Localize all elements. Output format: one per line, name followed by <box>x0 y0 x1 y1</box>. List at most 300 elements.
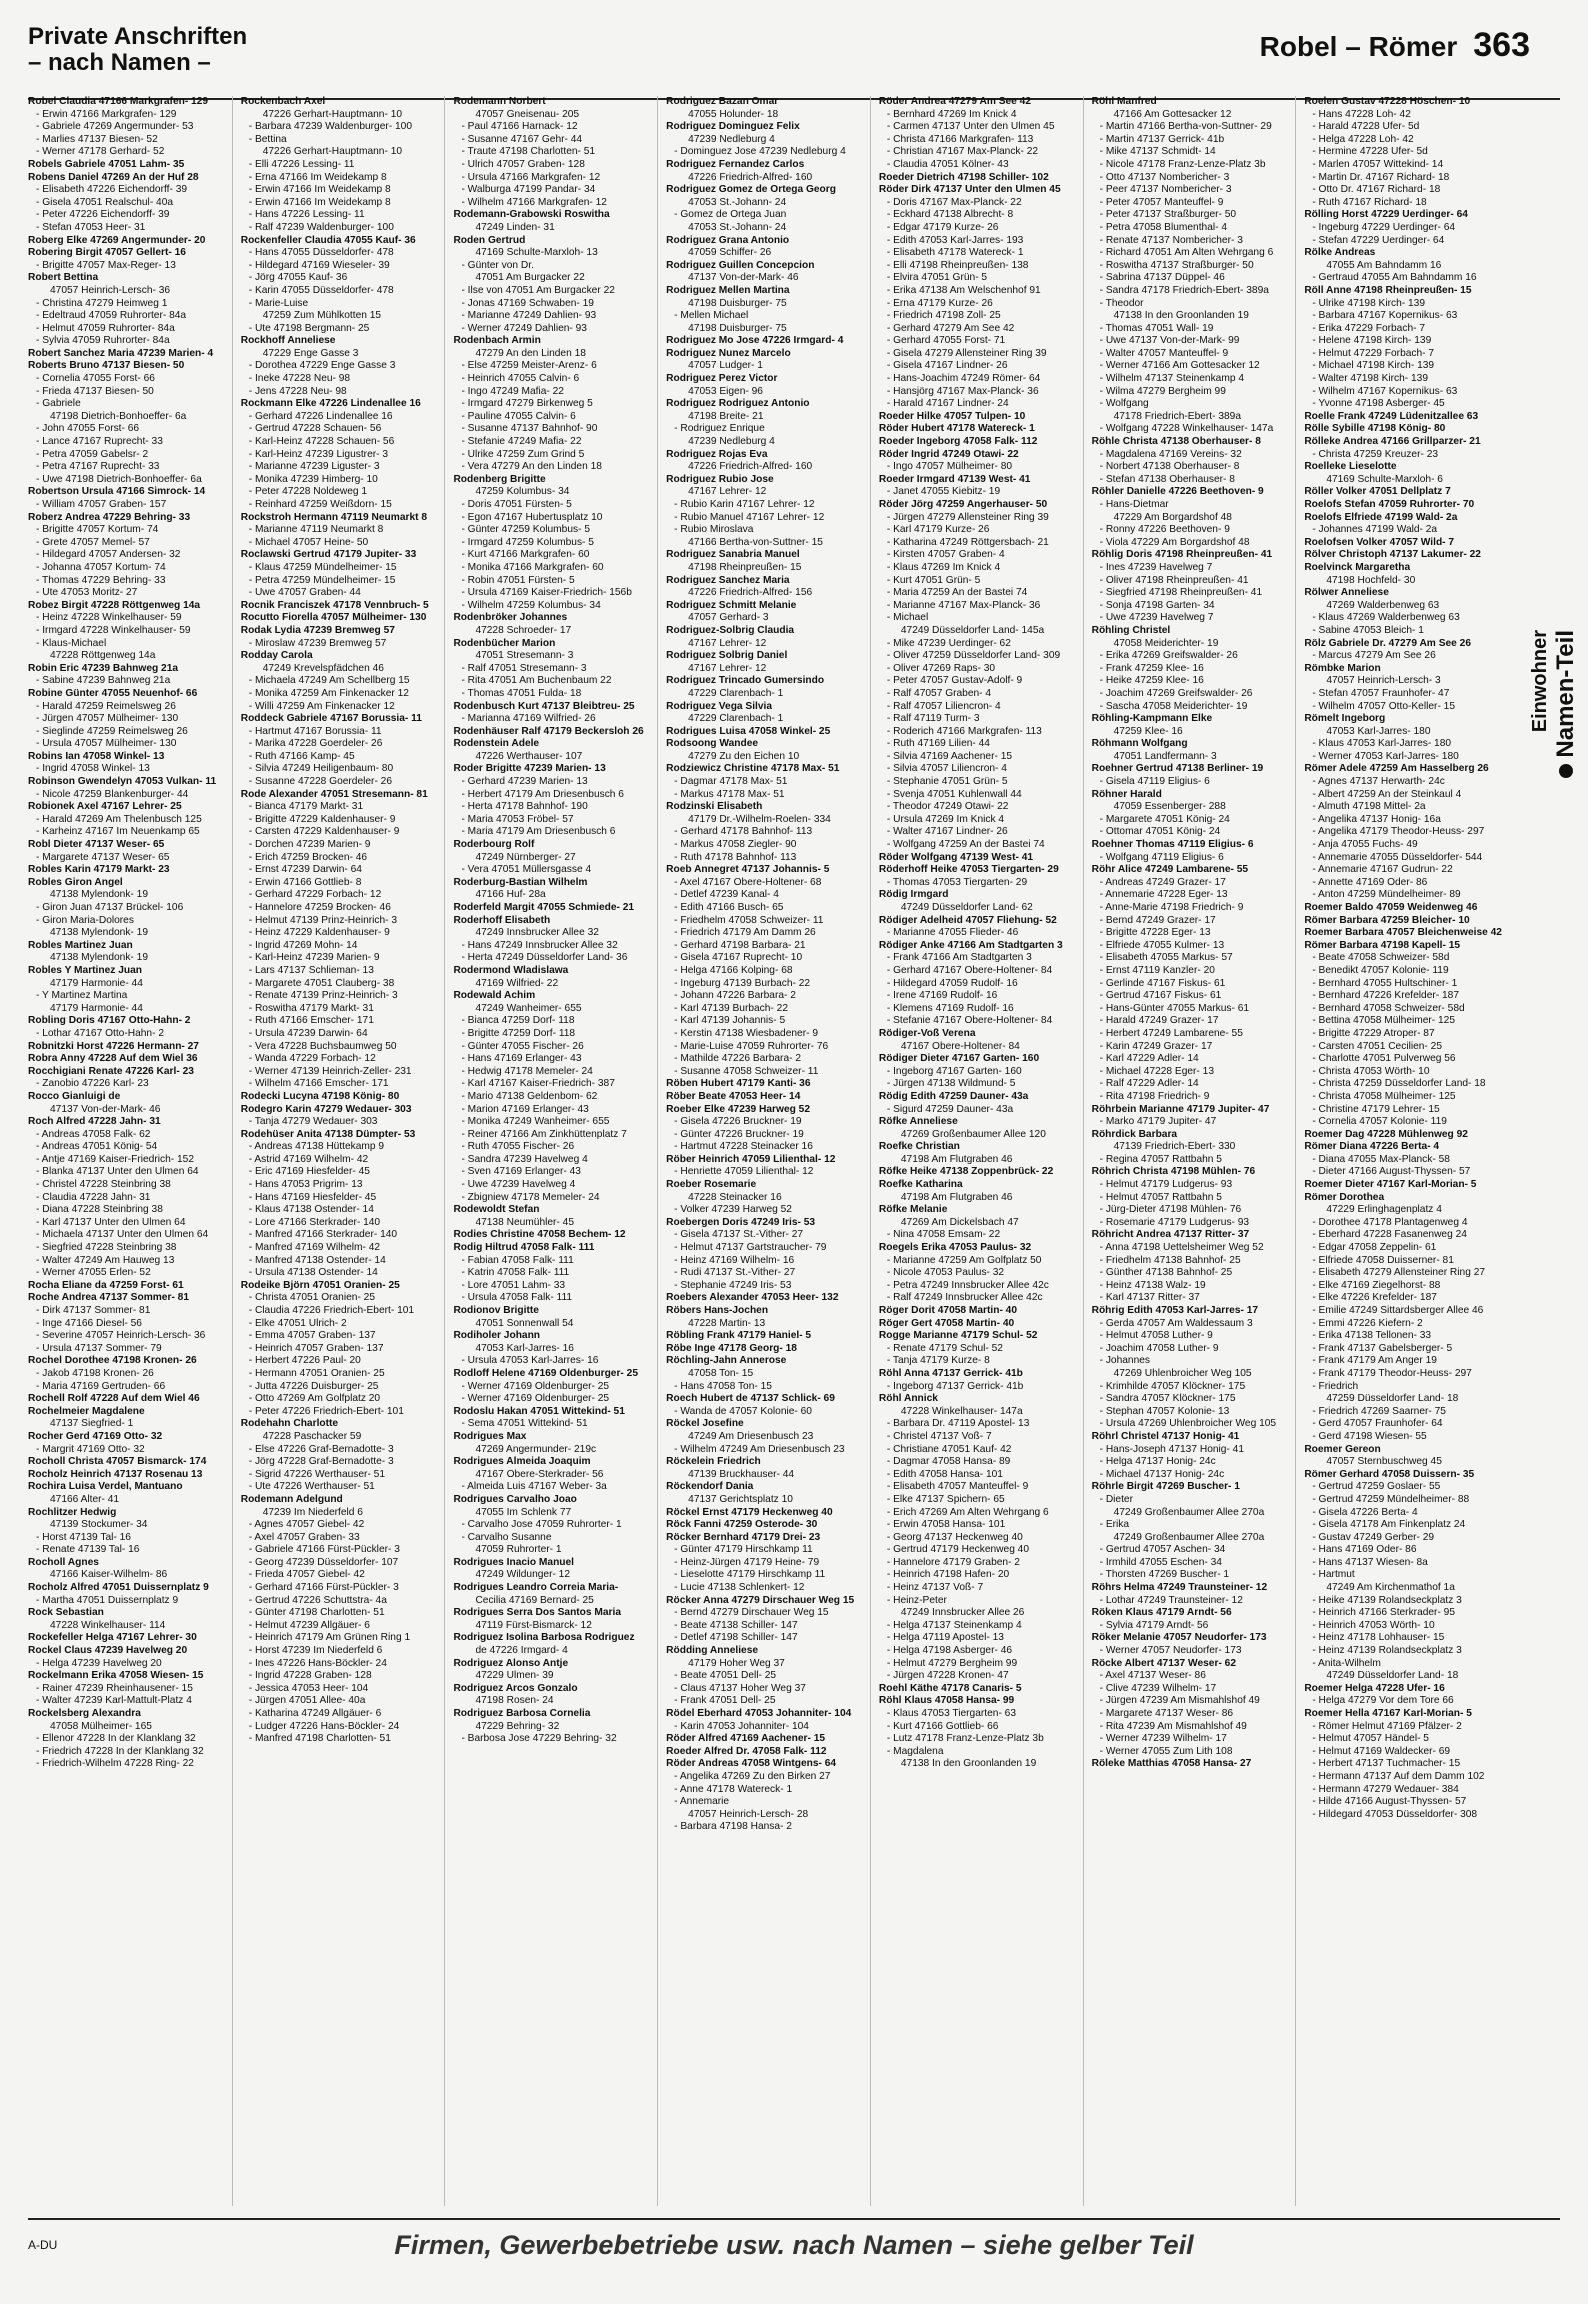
listing-entry: - Edith 47053 Karl-Jarres- 193 <box>886 234 1024 246</box>
listing-entry: - Monika 47249 Wanheimer- 655 <box>461 1116 610 1128</box>
listing-entry: - Margarete 47051 Clauberg- 38 <box>248 977 395 989</box>
listing-entry: - Rita 47051 Am Buchenbaum 22 <box>461 675 612 687</box>
listing-entry-surname: Rölling Horst 47229 Uerdinger- 64 <box>1304 209 1468 221</box>
listing-entry: - Werner 47055 Erlen- 52 <box>36 1267 151 1279</box>
listing-entry: 47198 Breite- 21 <box>688 410 764 422</box>
listing-entry: - Sylvia 47179 Arndt- 56 <box>1099 1619 1209 1631</box>
listing-entry-surname: Robins Ian 47058 Winkel- 13 <box>28 750 165 762</box>
listing-entry: 47269 Am Dickelsbach 47 <box>900 1216 1019 1228</box>
listing-entry: - Friedhelm 47058 Schweizer- 11 <box>674 914 824 926</box>
listing-entry: 47228 Winkelhauser- 114 <box>50 1619 166 1631</box>
listing-entry: - Helga 47119 Apostel- 13 <box>886 1632 1004 1644</box>
listing-entry-surname: Rodzinski Elisabeth <box>666 801 763 813</box>
listing-entry: - Robin 47051 Fürsten- 5 <box>461 574 575 586</box>
listing-entry-surname: Rockhoff Anneliese <box>240 335 336 347</box>
listing-entry: - Zanobio 47226 Karl- 23 <box>36 1078 149 1090</box>
listing-entry: - Vera 47279 An den Linden 18 <box>461 461 602 473</box>
listing-entry: - Sonja 47198 Garten- 34 <box>1099 599 1215 611</box>
listing-entry-surname: Rockelsberg Alexandra <box>28 1708 141 1719</box>
listing-entry: - Helga 47198 Asberger- 46 <box>886 1645 1013 1657</box>
listing-entry: - Rosemarie 47179 Ludgerus- 93 <box>1099 1216 1250 1228</box>
listing-entry-surname: Rodriguez Guillen Concepcion <box>666 259 815 271</box>
listing-entry: - Peter 47057 Manteuffel- 9 <box>1099 196 1224 208</box>
listing-entry: - Doris 47051 Fürsten- 5 <box>461 499 572 510</box>
listing-entry-surname: Rocha Eliane da 47259 Forst- 61 <box>28 1279 184 1291</box>
listing-entry: - Helga 47239 Havelweg 20 <box>36 1657 162 1669</box>
listing-entry: - Klaus-Michael <box>36 637 107 649</box>
listing-entry: - Diana 47055 Max-Planck- 58 <box>1312 1153 1450 1165</box>
listing-entry: - Irmgard 47279 Birkenweg 5 <box>461 398 593 410</box>
listing-entry: 47249 Am Driesenbusch 23 <box>688 1430 814 1442</box>
listing-entry: - Manfred 47166 Sterkrader- 140 <box>248 1229 398 1241</box>
listing-entry: - Gisela 47167 Lindner- 26 <box>886 360 1008 372</box>
listing-entry: - Heinz 47229 Kaldenhauser- 9 <box>248 927 390 939</box>
listing-entry: - Wilhelm 47249 Am Driesenbusch 23 <box>674 1443 845 1455</box>
listing-entry: - Jörg 47055 Kauf- 36 <box>248 272 348 284</box>
listing-entry-surname: Rodriguez Fernandez Carlos <box>666 158 805 170</box>
listing-entry: - Annemarie 47167 Gudrun- 22 <box>1312 864 1453 876</box>
listing-entry: - Georg 47239 Düsseldorfer- 107 <box>248 1556 399 1568</box>
listing-entry-surname: Röbe Inge 47178 Georg- 18 <box>666 1342 797 1354</box>
listing-entry: - Manfred 47138 Ostender- 14 <box>248 1254 386 1266</box>
listing-entry: - Andreas 47249 Grazer- 17 <box>1099 876 1226 888</box>
listing-entry-surname: Roeder Ingeborg 47058 Falk- 112 <box>878 436 1038 448</box>
listing-entry: - Friedrich 47198 Zoll- 25 <box>886 310 1001 322</box>
listing-entry: - Hermann 47137 Auf dem Damm 102 <box>1312 1770 1485 1782</box>
listing-entry-surname: Röhricht Andrea 47137 Ritter- 37 <box>1091 1229 1250 1241</box>
listing-entry: - Günter 47179 Hirschkamp 11 <box>674 1544 813 1556</box>
listing-entry-surname: Röder Alfred 47169 Aachener- 15 <box>666 1733 826 1745</box>
listing-entry-surname: Rodewald Achim <box>453 990 536 1002</box>
listing-entry: - Uwe 47239 Havelweg 7 <box>1099 612 1214 624</box>
listing-entry-surname: Rodenstein Adele <box>453 738 540 750</box>
listing-entry-surname: Robering Birgit 47057 Gellert- 16 <box>28 247 186 259</box>
listing-entry: - Peter 47057 Gustav-Adolf- 9 <box>886 675 1023 687</box>
listing-entry: - Anton 47259 Mündelheimer- 89 <box>1312 889 1461 901</box>
listing-entry-surname: Rodriguez Sanabria Manuel <box>666 549 800 561</box>
section-title-line2: – nach Namen – <box>28 49 211 76</box>
listing-entry: - Mathilde 47226 Barbara- 2 <box>674 1053 802 1065</box>
listing-entry-surname: Roelle Frank 47249 Lüdenitzallee 63 <box>1304 410 1479 422</box>
listing-entry: - Hans 47226 Lessing- 11 <box>248 209 365 221</box>
listing-entry: - Ulrike 47198 Kirch- 139 <box>1312 297 1425 309</box>
listing-entry: - Dirk 47137 Sommer- 81 <box>36 1305 151 1316</box>
listing-entry: - Günther 47138 Bahnhof- 25 <box>1099 1267 1233 1279</box>
listing-entry: - Eric 47169 Hiesfelder- 45 <box>248 1166 370 1178</box>
listing-entry: - Helga 47228 Loh- 42 <box>1312 133 1414 145</box>
listing-entry: 47138 Mylendonk- 19 <box>50 952 148 964</box>
page-range <box>1260 26 1530 65</box>
listing-entry: - Heike 47259 Klee- 16 <box>1099 675 1204 687</box>
listing-entry: - Heinrich 47055 Calvin- 6 <box>461 373 580 385</box>
listing-entry: - Lore 47051 Lahm- 33 <box>461 1279 566 1291</box>
listing-column <box>1092 96 1297 2206</box>
listing-entry: - Karl 47229 Adler- 14 <box>1099 1053 1199 1065</box>
listing-entry-surname: Rodak Lydia 47239 Bremweg 57 <box>240 624 395 636</box>
listing-entry: - Lothar 47249 Traunsteiner- 12 <box>1099 1594 1243 1606</box>
listing-entry: - Brigitte 47057 Max-Reger- 13 <box>36 259 176 271</box>
listing-entry-surname: Rodoslu Hakan 47051 Wittekind- 51 <box>453 1405 625 1417</box>
listing-entry: - Wolfgang 47119 Eligius- 6 <box>1099 851 1224 863</box>
listing-entry-surname: Robin Eric 47239 Bahnweg 21a <box>28 662 179 674</box>
listing-entry: - Annemarie 47055 Düsseldorfer- 544 <box>1312 851 1483 863</box>
listing-entry: - Werner 47169 Oldenburger- 25 <box>461 1393 610 1405</box>
listing-entry-surname: Roeber Elke 47239 Harweg 52 <box>666 1103 810 1115</box>
listing-entry-surname: Roehner Gertrud 47138 Berliner- 19 <box>1091 763 1264 775</box>
listing-entry-surname: Rochell Rolf 47228 Auf dem Wiel 46 <box>28 1393 200 1405</box>
listing-entry: - Regina 47057 Rattbahn 5 <box>1099 1153 1222 1165</box>
listing-entry: - Elli 47198 Rheinpreußen- 138 <box>886 259 1029 271</box>
listing-entry: 47059 Ruhrorter- 1 <box>475 1544 562 1556</box>
listing-entry: - Roswitha 47137 Straßburger- 50 <box>1099 259 1254 271</box>
listing-entry: - Carsten 47051 Cecilien- 25 <box>1312 1040 1442 1052</box>
listing-entry: - Fabian 47058 Falk- 111 <box>461 1254 574 1266</box>
listing-entry: - Erwin 47166 Im Weidekamp 8 <box>248 184 391 196</box>
listing-entry-surname: Robles Martinez Juan <box>28 939 133 951</box>
listing-entry: - Claudia 47228 Jahn- 31 <box>36 1191 151 1203</box>
listing-entry: - Erich 47259 Brocken- 46 <box>248 851 368 863</box>
listing-entry: - Mike 47137 Schmidt- 14 <box>1099 146 1216 158</box>
listing-entry: - Frank 47179 Theodor-Heuss- 297 <box>1312 1367 1472 1379</box>
listing-entry: - Susanne 47228 Goerdeler- 26 <box>248 776 393 788</box>
listing-entry: - Charlotte 47051 Pulverweg 56 <box>1312 1053 1456 1065</box>
listing-entry: - Susanne 47137 Bahnhof- 90 <box>461 423 598 435</box>
listing-entry: 47051 Am Burgacker 22 <box>475 272 585 284</box>
listing-entry-surname: Rockel Claus 47239 Havelweg 20 <box>28 1645 188 1657</box>
listing-entry-surname: Rockenfeller Claudia 47055 Kauf- 36 <box>240 234 416 246</box>
listing-entry: - Diana 47228 Steinbring 38 <box>36 1204 163 1216</box>
listing-entry-surname: Rochlitzer Hedwig <box>28 1506 117 1518</box>
listing-entry: - Ernst 47119 Kanzler- 20 <box>1099 964 1215 976</box>
listing-entry: - Christel 47137 Voß- 7 <box>886 1430 992 1442</box>
listing-entry: - Harald 47167 Lindner- 24 <box>886 398 1009 410</box>
listing-entry: 47279 An den Linden 18 <box>475 347 586 359</box>
listing-entry: - Carvalho Jose 47059 Ruhrorter- 1 <box>461 1519 622 1531</box>
listing-entry: - Gertrud 47167 Fiskus- 61 <box>1099 990 1222 1002</box>
footer-note: Firmen, Gewerbebetriebe usw. nach Namen – siehe gelber Teil <box>394 2230 1194 2260</box>
listing-entry-surname: Röhrich Christa 47198 Mühlen- 76 <box>1091 1166 1256 1178</box>
listing-entry: - Sabine 47239 Bahnweg 21a <box>36 675 171 687</box>
listing-entry: - Günter 47055 Fischer- 26 <box>461 1040 584 1052</box>
listing-entry: - Ruth 47169 Lilien- 44 <box>886 738 990 750</box>
listing-entry: 47228 Winkelhauser- 147a <box>900 1405 1023 1417</box>
listing-entry: - Silvia 47057 Liliencron- 4 <box>886 763 1007 775</box>
listing-column <box>453 96 658 2206</box>
listing-entry: 47228 Steinacker 16 <box>688 1191 782 1203</box>
listing-entry: - Helmut 47057 Rattbahn 5 <box>1099 1191 1222 1203</box>
listing-entry: - Sascha 47058 Meiderichter- 19 <box>1099 700 1248 712</box>
listing-entry: - Beate 47138 Schiller- 147 <box>674 1619 798 1631</box>
listing-entry: 47057 Gerhard- 3 <box>688 612 769 624</box>
listing-entry: - Elli 47226 Lessing- 11 <box>248 158 355 170</box>
listing-entry: - Werner 47055 Zum Lith 108 <box>1099 1745 1233 1757</box>
listing-entry: - Sylvia 47059 Ruhrorter- 84a <box>36 335 170 347</box>
listing-entry: 47249 Großenbaumer Allee 270a <box>1113 1531 1265 1543</box>
listing-entry: - Ute 47198 Bergmann- 25 <box>248 322 370 334</box>
listing-entry: - Rita 47239 Am Mismahlshof 49 <box>1099 1720 1247 1732</box>
listing-entry: 47269 Großenbaumer Allee 120 <box>900 1128 1046 1140</box>
listing-entry: - Marianne 47055 Flieder- 46 <box>886 927 1019 939</box>
listing-entry: - Siegfried 47228 Steinbring 38 <box>36 1242 177 1254</box>
listing-entry-surname: Roden Gertrud <box>453 234 526 246</box>
listing-entry-surname: Rocholz Heinrich 47137 Rosenau 13 <box>28 1468 203 1480</box>
listing-entry-surname: Rodriguez Arcos Gonzalo <box>453 1682 578 1694</box>
listing-entry: 47226 Friedrich-Alfred- 160 <box>688 461 813 473</box>
listing-entry-surname: Röhle Christa 47138 Oberhauser- 8 <box>1091 436 1261 448</box>
listing-entry: - Jürgen 47239 Am Mismahlshof 49 <box>1099 1695 1260 1707</box>
listing-entry: - Frieda 47057 Giebel- 42 <box>248 1569 365 1581</box>
listing-entry: - Ursula 47269 Im Knick 4 <box>886 813 1005 825</box>
listing-entry: - Christina 47279 Heimweg 1 <box>36 297 168 309</box>
listing-entry: - Erwin 47166 Im Weidekamp 8 <box>248 196 391 208</box>
listing-entry: - Wanda 47229 Forbach- 12 <box>248 1053 376 1065</box>
listing-entry: - Hermine 47228 Ufer- 5d <box>1312 146 1428 158</box>
listing-entry-surname: Rodehahn Charlotte <box>240 1418 339 1430</box>
listing-entry: - Ellenor 47228 In der Klanklang 32 <box>36 1733 196 1745</box>
listing-entry: - Yvonne 47198 Asberger- 45 <box>1312 398 1445 410</box>
listing-entry-surname: Rocher Gerd 47169 Otto- 32 <box>28 1430 163 1442</box>
listing-entry: - Ursula 47269 Uhlenbroicher Weg 105 <box>1099 1418 1277 1430</box>
listing-entry-surname: Rodrigues Almeida Joaquim <box>453 1456 591 1468</box>
listing-entry: 47137 Von-der-Mark- 46 <box>688 272 799 284</box>
listing-entry: - Hans 47249 Innsbrucker Allee 32 <box>461 939 618 951</box>
listing-entry: - Christian 47167 Max-Planck- 22 <box>886 146 1039 158</box>
listing-entry-surname: Röfke Anneliese <box>878 1116 958 1128</box>
listing-entry-surname: Röhmann Wolfgang <box>1091 738 1188 750</box>
listing-entry-surname: Rodriguez Gomez de Ortega Georg <box>666 184 836 196</box>
listing-entry: - Elke 47169 Ziegelhorst- 88 <box>1312 1279 1441 1291</box>
listing-entry-surname: Römer Barbara 47198 Kapell- 15 <box>1304 939 1461 951</box>
listing-entry: - Helga 47166 Kolping- 68 <box>674 964 793 976</box>
listing-entry: - Helmut 47137 Gartstraucher- 79 <box>674 1242 827 1254</box>
listing-entry-surname: Römer Adele 47259 Am Hasselberg 26 <box>1304 763 1489 775</box>
listing-entry-surname: Röfke Heike 47138 Zoppenbrück- 22 <box>878 1166 1054 1178</box>
listing-entry: 47259 Kolumbus- 34 <box>475 486 570 498</box>
listing-entry: 47249 Linden- 31 <box>475 221 555 233</box>
listing-entry-surname: Röder Andreas 47058 Wintgens- 64 <box>666 1758 837 1770</box>
listing-entry: - Stefanie 47167 Obere-Holtener- 84 <box>886 1015 1053 1027</box>
listing-entry: - Hartmut <box>1312 1569 1355 1581</box>
listing-entry: 47053 Karl-Jarres- 16 <box>475 1342 574 1354</box>
listing-entry-surname: Roemer Gereon <box>1304 1443 1381 1455</box>
listing-entry-surname: Robnitzki Horst 47226 Hermann- 27 <box>28 1040 199 1052</box>
listing-entry: - Gertrud 47228 Schauen- 56 <box>248 423 382 435</box>
listing-entry: - Michaela 47249 Am Schellberg 15 <box>248 675 410 687</box>
listing-entry: - Bernhard 47055 Hultschiner- 1 <box>1312 977 1458 989</box>
listing-entry: - Erna 47179 Kurze- 26 <box>886 297 993 309</box>
listing-entry: 47053 Eigen- 96 <box>688 385 763 397</box>
listing-entry: - Katrin 47058 Falk- 111 <box>461 1267 570 1279</box>
listing-entry: - Else 47226 Graf-Bernadotte- 3 <box>248 1443 394 1455</box>
listing-entry: - Elisabeth 47055 Markus- 57 <box>1099 952 1233 964</box>
listing-entry: - Ingo 47249 Mafia- 22 <box>461 385 564 397</box>
listing-entry: - Uwe 47137 Von-der-Mark- 99 <box>1099 335 1240 347</box>
listing-entry: - Almeida Luis 47167 Weber- 3a <box>461 1481 607 1493</box>
listing-entry: - Margarete 47137 Weser- 65 <box>36 851 170 863</box>
listing-entry-surname: Röck Fanni 47259 Osterode- 30 <box>666 1519 818 1531</box>
listing-entry: - Ineke 47228 Neu- 98 <box>248 373 351 385</box>
listing-entry: - Gertrud 47057 Aschen- 34 <box>1099 1544 1226 1556</box>
listing-entry-surname: Roeder Irmgard 47139 West- 41 <box>878 473 1031 485</box>
listing-entry: - Oliver 47198 Rheinpreußen- 41 <box>1099 574 1249 586</box>
listing-entry: - Kurt 47166 Gottlieb- 66 <box>886 1720 999 1732</box>
listing-entry-surname: Röcker Bernhard 47179 Drei- 23 <box>666 1531 821 1543</box>
listing-entry: - Ingo 47057 Mülheimer- 80 <box>886 461 1013 473</box>
listing-entry: - Frank 47179 Am Anger 19 <box>1312 1355 1437 1367</box>
listing-entry: 47139 Bruckhauser- 44 <box>688 1468 795 1480</box>
listing-entry-surname: Rölleke Andrea 47166 Grillparzer- 21 <box>1304 436 1481 448</box>
listing-entry: - Hans-Günter 47055 Markus- 61 <box>1099 1002 1250 1014</box>
listing-entry: - Bianca 47179 Markt- 31 <box>248 801 364 813</box>
listing-entry: 47169 Schulte-Marxloh- 6 <box>1326 473 1443 485</box>
listing-entry: - Mike 47239 Uerdinger- 62 <box>886 637 1011 649</box>
listing-entry: - Christa 47259 Düsseldorfer Land- 18 <box>1312 1078 1486 1090</box>
listing-entry: - Elke 47051 Ulrich- 2 <box>248 1317 347 1329</box>
listing-entry-surname: Rölke Andreas <box>1304 247 1376 259</box>
listing-entry: - Stefan 47057 Fraunhofer- 47 <box>1312 687 1450 699</box>
listing-entry-surname: Rodriguez Isolina Barbosa Rodriguez <box>453 1632 635 1644</box>
listing-entry: 47279 Zu den Eichen 10 <box>688 750 800 762</box>
listing-entry: - Martin Dr. 47167 Richard- 18 <box>1312 171 1450 183</box>
listing-column <box>241 96 446 2206</box>
listing-entry: - Christine 47179 Lehrer- 15 <box>1312 1103 1440 1115</box>
listing-entry: - Frank 47137 Gabelsberger- 5 <box>1312 1342 1453 1354</box>
listing-entry-surname: Robl Dieter 47137 Weser- 65 <box>28 839 165 851</box>
listing-entry: - Gerhard 47166 Fürst-Pückler- 3 <box>248 1582 399 1594</box>
listing-entry: - Gerhard 47239 Marien- 13 <box>461 776 588 788</box>
listing-entry: 47053 Karl-Jarres- 180 <box>1326 725 1431 737</box>
listing-entry-surname: Roemer Dag 47228 Mühlenweg 92 <box>1304 1128 1468 1140</box>
listing-entry: - Rubio Manuel 47167 Lehrer- 12 <box>674 511 825 523</box>
listing-entry-surname: Roefke Christian <box>878 1141 960 1153</box>
listing-entry: - Ruth 47055 Fischer- 26 <box>461 1141 575 1153</box>
listing-entry-surname: Rodemann Adelgund <box>240 1493 343 1505</box>
listing-entry: - Karl-Heinz 47239 Ligustrer- 3 <box>248 448 389 460</box>
listing-entry: - Heinz-Peter <box>886 1594 947 1606</box>
listing-entry: - Brigitte 47229 Atroper- 87 <box>1312 1027 1435 1039</box>
listing-entry: - Edith 47166 Busch- 65 <box>674 902 784 913</box>
page-footer <box>28 2218 1560 2280</box>
listing-entry-surname: Röller Volker 47051 Dellplatz 7 <box>1304 486 1451 498</box>
listing-entry: - Ruth 47166 Kamp- 45 <box>248 750 355 762</box>
listing-entry: - Miroslaw 47239 Bremweg 57 <box>248 637 387 649</box>
listing-entry: - Karl 47137 Unter den Ulmen 64 <box>36 1216 186 1228</box>
listing-entry-surname: Rodrigues Luisa 47058 Winkel- 25 <box>666 725 831 737</box>
listing-entry-surname: Röbers Hans-Jochen <box>666 1305 769 1316</box>
listing-entry: - Helmut 47139 Prinz-Heinrich- 3 <box>248 914 398 926</box>
listing-entry-surname: Rodriguez Mo Jose 47226 Irmgard- 4 <box>666 335 844 347</box>
listing-entry: - Irene 47169 Rudolf- 16 <box>886 990 998 1002</box>
listing-entry: - Brigitte 47229 Kaldenhauser- 9 <box>248 813 396 825</box>
listing-entry: - Marianna 47169 Wilfried- 26 <box>461 713 596 725</box>
listing-entry: - Gabriele 47269 Angermunder- 53 <box>36 121 194 133</box>
listing-entry-surname: Rocutto Fiorella 47057 Mülheimer- 130 <box>240 612 427 624</box>
listing-entry-surname: Rodies Christine 47058 Bechem- 12 <box>453 1229 626 1241</box>
listing-entry: - Manfred 47169 Wilhelm- 42 <box>248 1242 381 1254</box>
listing-entry: - Magdalena 47169 Vereins- 32 <box>1099 448 1242 460</box>
listing-entry: - Barbara 47198 Hansa- 2 <box>674 1821 792 1833</box>
listing-entry-surname: Roche Andrea 47137 Sommer- 81 <box>28 1292 189 1304</box>
listing-entry: - Ralf 47051 Stresemann- 3 <box>461 662 587 674</box>
listing-entry: - Marie-Luise <box>248 297 309 309</box>
listing-entry: - Frank 47051 Dell- 25 <box>674 1695 776 1707</box>
listing-entry: - Dieter <box>1099 1493 1133 1505</box>
listing-entry-surname: Röger Dorit 47058 Martin- 40 <box>878 1305 1018 1316</box>
listing-entry: 47259 Klee- 16 <box>1113 725 1183 737</box>
listing-entry: - Gabriele <box>36 398 81 410</box>
listing-entry-surname: Röger Gert 47058 Martin- 40 <box>878 1317 1015 1329</box>
listing-entry: - Jakob 47198 Kronen- 26 <box>36 1367 154 1379</box>
listing-entry-surname: Rödding Anneliese <box>666 1645 759 1657</box>
listing-entry: - Hermann 47051 Oranien- 25 <box>248 1367 385 1379</box>
listing-entry-surname: Rodriguez Perez Victor <box>666 373 778 385</box>
listing-entry: - Jürgen 47279 Allensteiner Ring 39 <box>886 511 1049 523</box>
listing-entry-surname: Rodriguez Grana Antonio <box>666 234 790 246</box>
listing-entry-surname: Rodriguez Schmitt Melanie <box>666 599 797 611</box>
listing-entry: 47269 Angermunder- 219c <box>475 1443 597 1455</box>
listing-entry: - Peter 47228 Noldeweg 1 <box>248 486 368 498</box>
listing-entry: - Wilhelm 47167 Kopernikus- 63 <box>1312 385 1458 397</box>
listing-entry: - Barbara 47239 Waldenburger- 100 <box>248 121 413 133</box>
listing-entry: - Harald 47259 Reimelsweg 26 <box>36 700 176 712</box>
listing-entry-surname: Rodewoldt Stefan <box>453 1204 540 1216</box>
listing-entry: - Wanda de 47057 Kolonie- 60 <box>674 1405 812 1417</box>
listing-entry: - Klaus 47053 Karl-Jarres- 180 <box>1312 738 1452 750</box>
listing-entry: - Margarete 47051 König- 24 <box>1099 813 1230 825</box>
listing-entry: - Edith 47058 Hansa- 101 <box>886 1468 1003 1480</box>
listing-entry: 47239 Nedleburg 4 <box>688 133 775 145</box>
listing-entry: - Ursula 47239 Darwin- 64 <box>248 1027 368 1039</box>
listing-entry: - Helmut 47057 Händel- 5 <box>1312 1733 1429 1745</box>
listing-entry-surname: Rodsoong Wandee <box>666 738 759 750</box>
section-title-line1: Private Anschriften <box>28 23 248 50</box>
listing-entry: - Ralf 47119 Turm- 3 <box>886 713 980 725</box>
listing-entry: - Ronny 47226 Beethoven- 9 <box>1099 524 1230 536</box>
listing-entry: - Krimhilde 47057 Klöckner- 175 <box>1099 1380 1246 1392</box>
listing-entry-surname: Röder Hubert 47178 Watereck- 1 <box>878 423 1035 435</box>
listing-column <box>1304 96 1508 2206</box>
listing-entry: - Herbert 47226 Paul- 20 <box>248 1355 361 1367</box>
listing-entry-surname: Roderhoff Elisabeth <box>453 914 551 926</box>
listing-entry: - Norbert 47138 Oberhauser- 8 <box>1099 461 1240 473</box>
listing-entry: - Otto 47269 Am Golfplatz 20 <box>248 1393 381 1405</box>
listing-entry: - Oliver 47259 Düsseldorfer Land- 309 <box>886 650 1061 662</box>
listing-entry-surname: Röcke Albert 47137 Weser- 62 <box>1091 1657 1236 1669</box>
listing-entry: - Theodor 47249 Otawi- 22 <box>886 801 1009 813</box>
listing-entry: - Helmut 47239 Allgäuer- 6 <box>248 1619 370 1631</box>
listing-entry: - Hans 47055 Düsseldorfer- 478 <box>248 247 394 259</box>
listing-entry-surname: Roberg Elke 47269 Angermunder- 20 <box>28 234 206 246</box>
listing-entry-surname: Rodiholer Johann <box>453 1330 541 1342</box>
listing-entry: - Klemens 47169 Rudolf- 16 <box>886 1002 1014 1014</box>
listing-entry: - Helmut 47179 Ludgerus- 93 <box>1099 1179 1233 1191</box>
listing-entry: - Horst 47239 Im Niederfeld 6 <box>248 1645 383 1657</box>
listing-entry: 47179 Harmonie- 44 <box>50 977 143 989</box>
listing-entry-surname: Römelt Ingeborg <box>1304 713 1386 725</box>
listing-entry: - Herbert 47137 Tuchmacher- 15 <box>1312 1758 1461 1770</box>
listing-entry: - Ralf 47229 Adler- 14 <box>1099 1078 1199 1090</box>
listing-entry-surname: Röhrl Christel 47137 Honig- 41 <box>1091 1430 1240 1442</box>
listing-entry-surname: Rodecki Lucyna 47198 König- 80 <box>240 1090 400 1102</box>
listing-entry: - Maria 47179 Am Driesenbusch 6 <box>461 826 616 838</box>
listing-entry-surname: Roeb Annegret 47137 Johannis- 5 <box>666 864 830 876</box>
listing-entry: - Klaus 47053 Tiergarten- 63 <box>886 1708 1016 1719</box>
listing-entry-surname: Roehl Käthe 47178 Canaris- 5 <box>878 1682 1022 1694</box>
listing-entry: - Ralf 47057 Liliencron- 4 <box>886 700 1001 712</box>
listing-entry-surname: Rodegro Karin 47279 Wedauer- 303 <box>240 1103 412 1115</box>
listing-entry-surname: Röben Hubert 47179 Kanti- 36 <box>666 1078 811 1090</box>
listing-entry: - Nicole 47053 Paulus- 32 <box>886 1267 1005 1279</box>
